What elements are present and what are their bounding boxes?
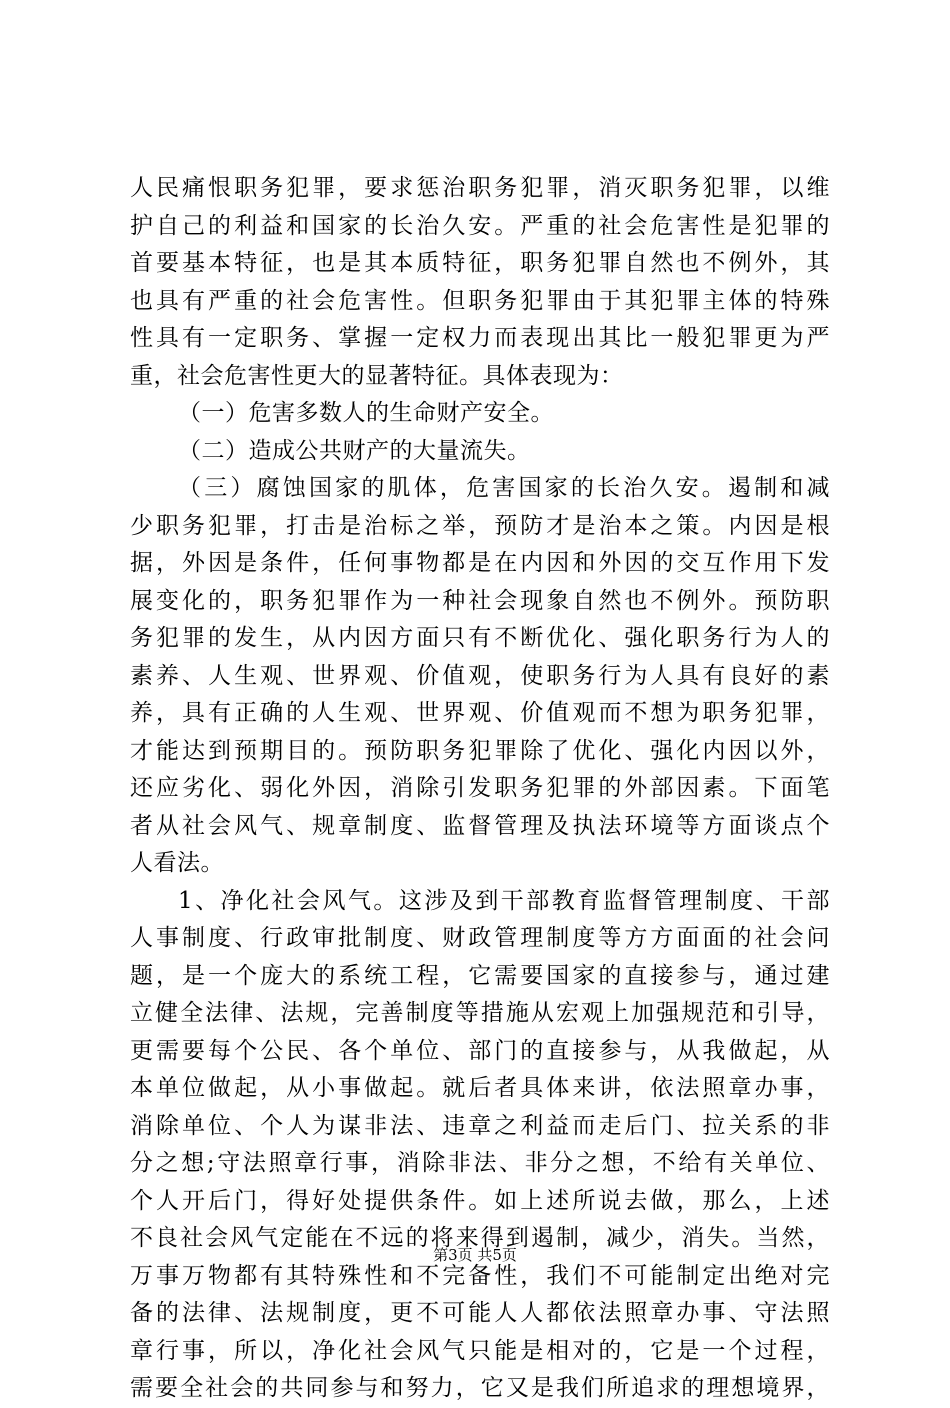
text-line: 个人开后门，得好处提供条件。如上述所说去做，那么，上述 <box>130 1187 830 1214</box>
text-line: 重，社会危害性更大的显著特征。具体表现为： <box>130 362 624 389</box>
text-line: 分之想;守法照章行事，消除非法、非分之想，不给有关单位、 <box>130 1150 830 1176</box>
text-line: （二）造成公共财产的大量流失。 <box>178 437 531 464</box>
text-line: 人看法。 <box>130 850 224 876</box>
text-line: 护自己的利益和国家的长治久安。严重的社会危害性是犯罪的 <box>130 212 830 239</box>
body-text <box>130 170 830 1408</box>
text-line: 少职务犯罪，打击是治标之举，预防才是治本之策。内因是根 <box>130 512 830 539</box>
text-line: 更需要每个公民、各个单位、部门的直接参与，从我做起，从 <box>130 1037 830 1064</box>
text-line: 展变化的，职务犯罪作为一种社会现象自然也不例外。预防职 <box>130 587 830 614</box>
text-line: 1、净化社会风气。这涉及到干部教育监督管理制度、干部 <box>178 887 830 914</box>
text-line: 需要全社会的共同参与和努力，它又是我们所追求的理想境界， <box>130 1375 830 1401</box>
page-footer: 第3页 共5页 <box>433 1246 517 1264</box>
text-line: 性具有一定职务、掌握一定权力而表现出其比一般犯罪更为严 <box>130 325 830 351</box>
text-line: 本单位做起，从小事做起。就后者具体来讲，依法照章办事， <box>130 1075 830 1101</box>
text-line: 还应劣化、弱化外因，消除引发职务犯罪的外部因素。下面笔 <box>130 775 830 801</box>
text-line: 务犯罪的发生，从内因方面只有不断优化、强化职务行为人的 <box>130 625 830 651</box>
text-line: 养，具有正确的人生观、世界观、价值观而不想为职务犯罪， <box>130 700 830 726</box>
text-line: 也具有严重的社会危害性。但职务犯罪由于其犯罪主体的特殊 <box>130 287 830 314</box>
text-line: 人民痛恨职务犯罪，要求惩治职务犯罪，消灭职务犯罪，以维 <box>130 175 830 201</box>
text-line: （一）危害多数人的生命财产安全。 <box>178 400 554 426</box>
text-line: 万事万物都有其特殊性和不完备性，我们不可能制定出绝对完 <box>130 1262 830 1289</box>
text-line: （三）腐蚀国家的肌体，危害国家的长治久安。遏制和减 <box>178 475 830 501</box>
text-line: 不良社会风气定能在不远的将来得到遏制，减少，消失。当然， <box>130 1225 830 1251</box>
text-line: 章行事，所以，净化社会风气只能是相对的，它是一个过程， <box>130 1337 830 1364</box>
text-line: 消除单位、个人为谋非法、违章之利益而走后门、拉关系的非 <box>130 1112 830 1139</box>
text-line: 立健全法律、法规，完善制度等措施从宏观上加强规范和引导， <box>130 1000 830 1026</box>
text-line: 素养、人生观、世界观、价值观，使职务行为人具有良好的素 <box>130 662 830 689</box>
text-line: 据，外因是条件，任何事物都是在内因和外因的交互作用下发 <box>130 550 830 576</box>
text-line: 才能达到预期目的。预防职务犯罪除了优化、强化内因以外， <box>130 737 830 764</box>
text-line: 人事制度、行政审批制度、财政管理制度等方方面面的社会问 <box>130 925 830 951</box>
text-line: 首要基本特征，也是其本质特征，职务犯罪自然也不例外，其 <box>130 250 830 276</box>
text-line: 备的法律、法规制度，更不可能人人都依法照章办事、守法照 <box>130 1300 830 1326</box>
text-line: 者从社会风气、规章制度、监督管理及执法环境等方面谈点个 <box>130 812 830 839</box>
text-line: 题，是一个庞大的系统工程，它需要国家的直接参与，通过建 <box>130 962 830 989</box>
